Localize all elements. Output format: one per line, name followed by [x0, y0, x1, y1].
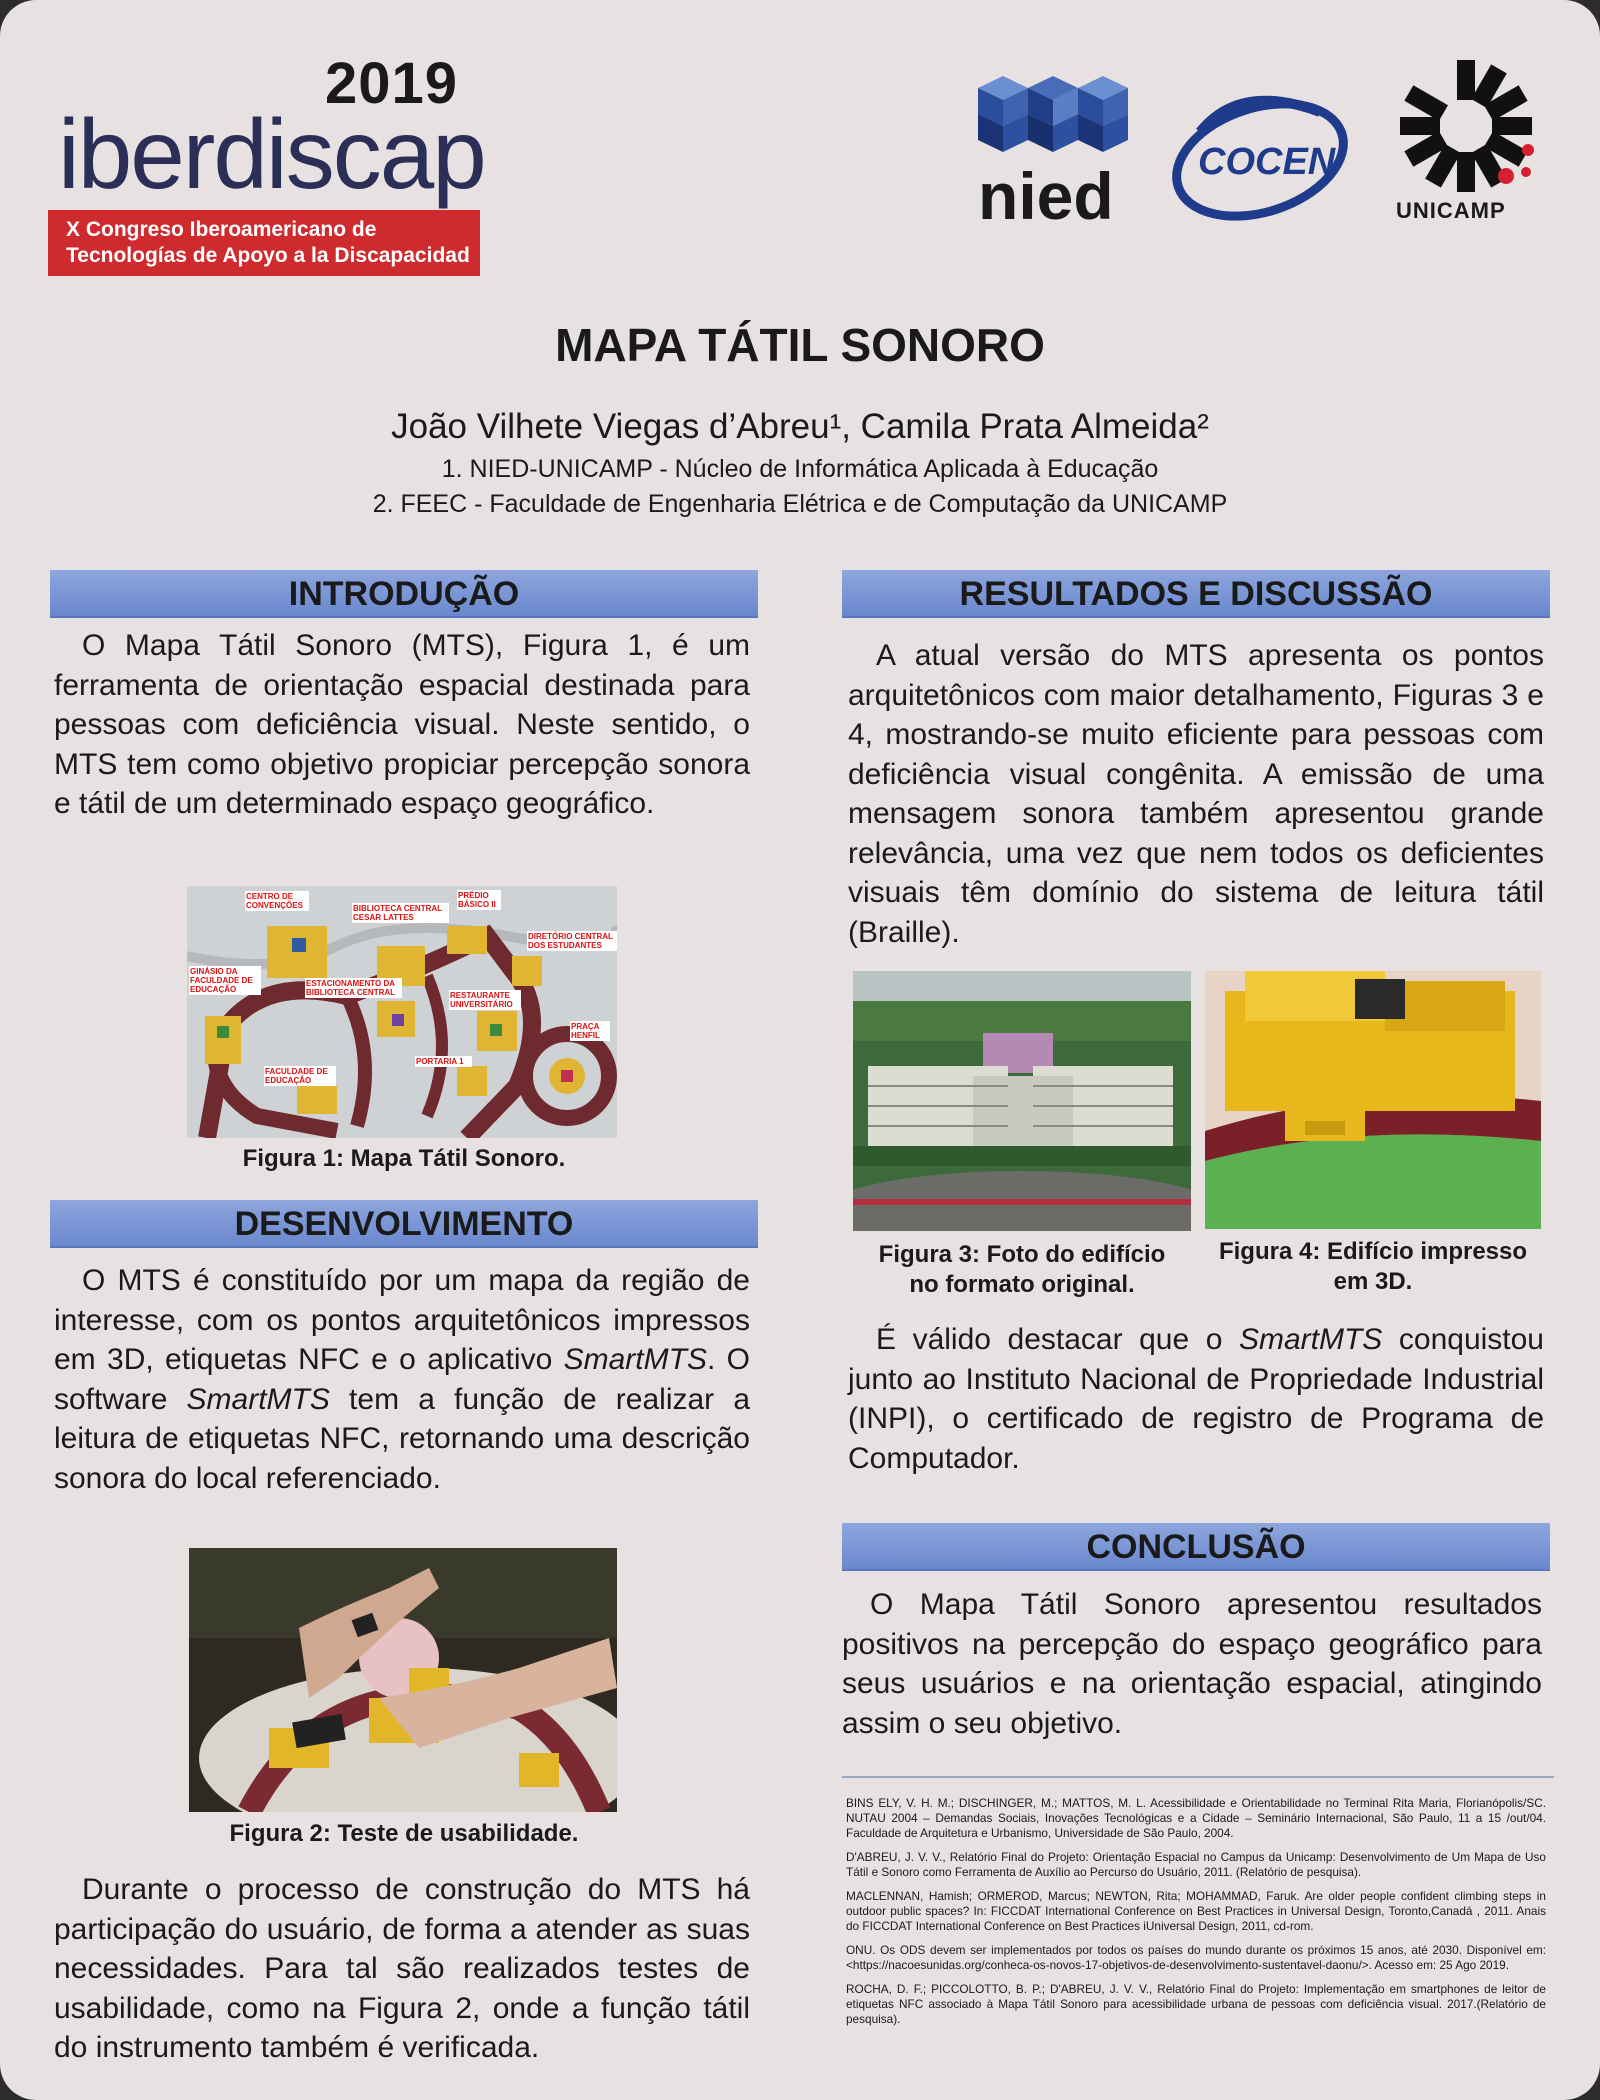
map-label-restaurante: RESTAURANTE UNIVERSITÁRIO	[449, 990, 521, 1010]
map-label-praca: PRAÇA HENFIL	[570, 1021, 610, 1041]
figure2-image	[189, 1548, 617, 1812]
unicamp-text: UNICAMP	[1396, 198, 1506, 223]
figure4-caption-line2: em 3D.	[1333, 1268, 1413, 1295]
intro-heading: INTRODUÇÃO	[50, 570, 758, 618]
results-heading: RESULTADOS E DISCUSSÃO	[842, 570, 1550, 618]
results-text-2a: É válido destacar que o	[876, 1323, 1239, 1356]
figure4-caption	[1205, 1237, 1541, 1297]
intro-text: O Mapa Tátil Sonoro (MTS), Figura 1, é um ferramenta de orientação espacial destinada para pessoas com deficiência visual. Neste sentido, o MTS tem como objetivo propiciar percepção sonora e tátil de um determinado espaço geográfico.	[54, 629, 750, 820]
reference-5: ROCHA, D. F.; PICCOLOTTO, B. P.; D'ABREU, J. V. V., Relatório Final do Projeto: Implementação em smartphones de leitor de etiquetas NFC associado à Mapa Tátil Sonoro para acessibilidade urbana de pessoas com deficiência visual. 2017.(Relatório de pesquisa).	[846, 1982, 1546, 2026]
authors: João Vilhete Viegas d’Abreu¹, Camila Prata Almeida²	[391, 407, 1209, 446]
affiliation-1: 1. NIED-UNICAMP - Núcleo de Informática Aplicada à Educação	[441, 455, 1159, 483]
figure3-caption	[853, 1240, 1191, 1300]
desenv-text	[54, 1261, 750, 1498]
map-label-ginasio: GINÁSIO DA FACULDADE DE EDUCAÇÃO	[189, 966, 261, 995]
references-divider	[842, 1776, 1554, 1778]
conf-band-line1: X Congreso Iberoamericano de	[66, 218, 377, 241]
map-label-portaria: PORTARIA 1	[415, 1056, 472, 1067]
figure1-image	[187, 886, 617, 1138]
cocen-text: COCEN	[1198, 141, 1336, 183]
cocen-logo	[1170, 92, 1360, 222]
figure4-caption-line1: Figura 4: Edifício impresso	[1218, 1238, 1528, 1265]
results-text-2	[848, 1320, 1544, 1478]
conclusion-text: O Mapa Tátil Sonoro apresentou resultados positivos na percepção do espaço geográfico para seus usuários e na orientação espacial, atingindo assim o seu objetivo.	[842, 1588, 1542, 1740]
iberdiscap-logo	[48, 50, 488, 280]
desenv2-text: Durante o processo de construção do MTS há participação do usuário, de forma a atender as suas necessidades. Para tal são realizados testes de usabilidade, como na Figura 2, onde a função tátil do instrumento também é verificada.	[54, 1873, 750, 2064]
map-label-biblioteca: BIBLIOTECA CENTRAL CESAR LATTES	[352, 903, 449, 923]
desenv-app-name-1: SmartMTS	[563, 1343, 707, 1376]
figure2-caption: Figura 2: Teste de usabilidade.	[229, 1820, 579, 1847]
reference-2: D'ABREU, J. V. V., Relatório Final do Projeto: Orientação Espacial no Campus da Unicamp: Desenvolvimento de Um Mapa de Uso Tátil e Sonoro como Ferramenta de Auxílio ao Percurso do Usuário, 2011. (Relatório de pesquisa).	[846, 1850, 1546, 1879]
results-text: A atual versão do MTS apresenta os pontos arquitetônicos com maior detalhamento, Figuras 3 e 4, mostrando-se muito eficiente para pessoas com deficiência visual congênita. A emissão de uma mensagem sonora também apresentou grande relevância, uma vez que nem todos os deficientes visuais têm domínio do sistema de leitura tátil (Braille).	[848, 639, 1544, 949]
map-label-diretorio: DIRETÓRIO CENTRAL DOS ESTUDANTES	[527, 931, 617, 951]
reference-3: MACLENNAN, Hamish; ORMEROD, Marcus; NEWTON, Rita; MOHAMMAD, Faruk. Are older people confident climbing steps in outdoor public spaces? In: FICCDAT International Conference on Best Practices in Universal Design, Toronto,Canadá , 2011. Anais do FICCDAT International Conference on Best Practices iUniversal Design, 2011, cd-rom.	[846, 1889, 1546, 1933]
nied-logo	[978, 68, 1128, 233]
conf-name: iberdiscap	[58, 99, 485, 209]
nied-cube-icon	[978, 68, 1128, 163]
figure4-image	[1205, 971, 1541, 1229]
figure3-caption-line1: Figura 3: Foto do edifício	[878, 1241, 1166, 1268]
figure3-image	[853, 971, 1191, 1231]
conclusion-heading: CONCLUSÃO	[842, 1523, 1550, 1571]
reference-1: BINS ELY, V. H. M.; DISCHINGER, M.; MATTOS, M. L. Acessibilidade e Orientabilidade no Terminal Rita Maria, Florianópolis/SC. NUTAU 2004 – Demandas Sociais, Inovações Tecnológicas e a Cidade – Seminário Internacional, São Paulo, 11 a 15 /out/04. Faculdade de Arquitetura e Urbanismo, Universidade de São Paulo, 2004.	[846, 1796, 1546, 1840]
reference-4: ONU. Os ODS devem ser implementados por todos os países do mundo durante os próximos 15 anos, até 2030. Disponível em: <https://nacoesunidas.org/conheca-os-novos-17-objetivos-de-desenvolvimento-sustentavel-daonu/>. Acesso em: 25 Ago 2019.	[846, 1943, 1546, 1972]
unicamp-emblem-icon	[1388, 56, 1548, 196]
nied-text: nied	[978, 159, 1114, 233]
desenv-app-name-2: SmartMTS	[186, 1382, 330, 1416]
figure3-caption-line2: no formato original.	[909, 1271, 1135, 1298]
map-label-faculdade: FACULDADE DE EDUCAÇÃO	[264, 1066, 336, 1086]
references	[846, 1796, 1546, 2036]
desenv-text-1: O MTS é constituído por um mapa da região de interesse, com os pontos arquitetônicos impressos em 3D, etiquetas NFC e o aplicativo	[54, 1264, 750, 1376]
figure1-caption: Figura 1: Mapa Tátil Sonoro.	[242, 1145, 566, 1172]
map-label-predio: PRÉDIO BÁSICO II	[457, 890, 501, 910]
affiliation-2: 2. FEEC - Faculdade de Engenharia Elétrica e de Computação da UNICAMP	[372, 490, 1228, 518]
results-text-2b: conquistou junto ao Instituto Nacional de Propriedade Industrial (INPI), o certificado de registro de Programa de Computador.	[848, 1323, 1544, 1475]
unicamp-logo	[1388, 56, 1548, 226]
desenv-text-3: tem a função de realizar a leitura de etiquetas NFC, retornando uma descrição sonora do local referenciado.	[54, 1382, 751, 1495]
poster-title: MAPA TÁTIL SONORO	[555, 319, 1045, 371]
results-app-name: SmartMTS	[1238, 1323, 1383, 1356]
conf-year: 2019	[324, 51, 458, 116]
conf-band	[48, 210, 480, 276]
conf-band-line2: Tecnologías de Apoyo a la Discapacidad	[66, 244, 470, 267]
desenv-heading: DESENVOLVIMENTO	[50, 1200, 758, 1248]
map-label-centro: CENTRO DE CONVENÇÕES	[245, 891, 309, 911]
map-label-estacionamento: ESTACIONAMENTO DA BIBLIOTECA CENTRAL	[305, 978, 402, 998]
desenv-text-2: . O software	[54, 1343, 750, 1416]
